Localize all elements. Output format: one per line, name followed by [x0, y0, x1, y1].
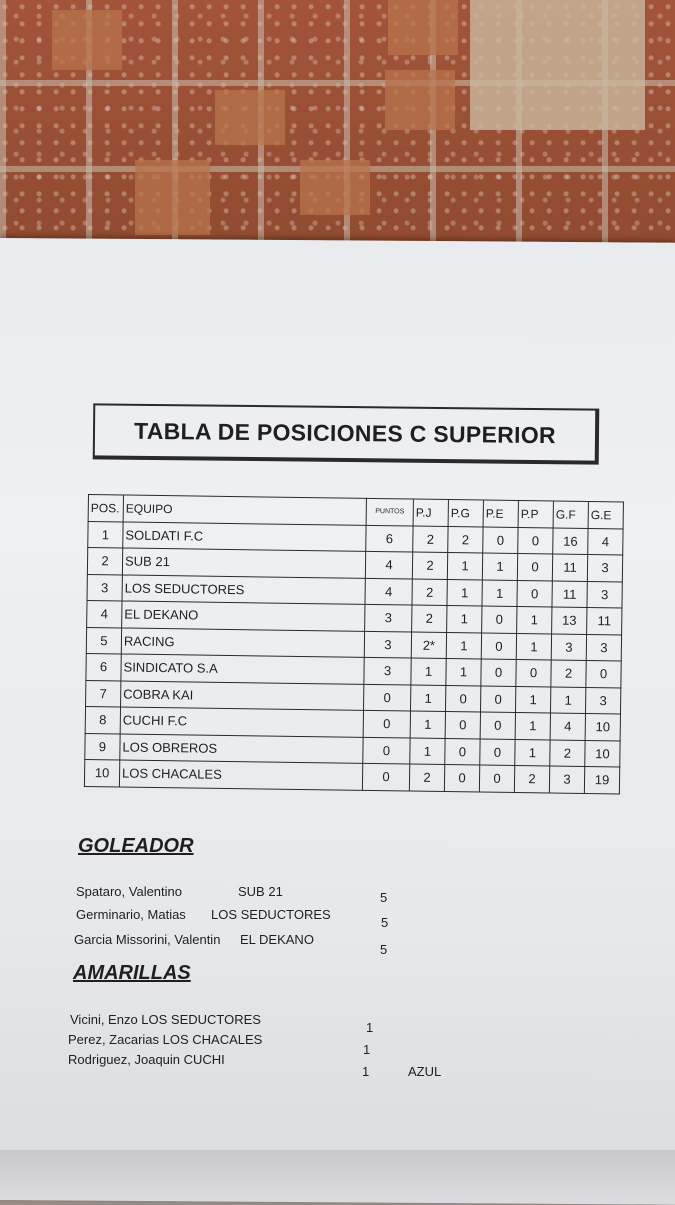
header-pj: P.J — [413, 499, 448, 526]
header-team: EQUIPO — [123, 495, 366, 525]
header-gf: G.F — [553, 501, 588, 528]
cell-gf: 2 — [551, 660, 586, 687]
player-name: Germinario, Matias — [76, 907, 186, 922]
cell-gf: 13 — [552, 607, 587, 634]
cell-ge: 11 — [587, 607, 622, 634]
cell-pj: 1 — [410, 711, 445, 738]
cell-points: 0 — [364, 684, 411, 711]
cell-ge: 10 — [585, 713, 620, 740]
cell-pg: 0 — [445, 738, 480, 765]
cell-points: 3 — [364, 631, 411, 658]
cell-pj: 2 — [413, 526, 448, 553]
header-ge: G.E — [588, 501, 623, 528]
cell-pe: 0 — [480, 712, 515, 739]
tile — [470, 0, 645, 130]
cell-pos: 6 — [86, 653, 121, 680]
cell-gf: 11 — [552, 580, 587, 607]
cell-points: 0 — [363, 737, 410, 764]
cell-gf: 2 — [550, 739, 585, 766]
player-name: Spataro, Valentino — [76, 884, 182, 899]
cell-ge: 3 — [586, 634, 621, 661]
cell-pos: 9 — [85, 733, 120, 760]
cell-pe: 0 — [482, 606, 517, 633]
tile — [300, 160, 370, 215]
cell-pg: 1 — [447, 606, 482, 633]
player-team: SUB 21 — [238, 884, 283, 899]
cell-ge: 19 — [584, 766, 619, 793]
card-player: Rodriguez, Joaquin CUCHI — [68, 1052, 225, 1067]
tile — [385, 70, 455, 130]
cell-pp: 0 — [517, 554, 552, 581]
header-pe: P.E — [483, 500, 518, 527]
cell-team: SINDICATO S.A — [121, 654, 364, 684]
cell-pe: 0 — [483, 527, 518, 554]
tile — [215, 90, 285, 145]
cell-gf: 3 — [551, 633, 586, 660]
header-pg: P.G — [448, 500, 483, 527]
cell-pj: 2 — [412, 552, 447, 579]
header-pp: P.P — [518, 501, 553, 528]
card-note: AZUL — [408, 1064, 442, 1079]
cell-points: 0 — [363, 710, 410, 737]
cell-pos: 10 — [84, 759, 119, 786]
cell-points: 4 — [365, 578, 412, 605]
cell-pj: 2 — [409, 764, 444, 791]
standings-table — [84, 494, 624, 794]
cell-pg: 1 — [447, 553, 482, 580]
cell-team: LOS CHACALES — [119, 760, 362, 790]
cell-pg: 2 — [448, 526, 483, 553]
cell-points: 4 — [365, 551, 412, 578]
cell-pp: 0 — [518, 527, 553, 554]
cell-pe: 0 — [481, 633, 516, 660]
cell-pg: 0 — [445, 685, 480, 712]
cell-pos: 1 — [88, 521, 123, 548]
cell-ge: 3 — [587, 554, 622, 581]
cell-pg: 1 — [446, 659, 481, 686]
cell-team: CUCHI F.C — [120, 707, 363, 737]
cell-pj: 1 — [411, 658, 446, 685]
cell-pj: 2 — [412, 605, 447, 632]
goal-count: 5 — [380, 890, 388, 905]
cell-pp: 1 — [515, 686, 550, 713]
cell-team: RACING — [121, 627, 364, 657]
cell-pos: 3 — [87, 574, 122, 601]
cell-pe: 1 — [482, 580, 517, 607]
title-box — [93, 403, 600, 464]
card-count: 1 — [363, 1042, 371, 1057]
cell-pp: 1 — [517, 607, 552, 634]
cell-pp: 0 — [517, 580, 552, 607]
card-player: Perez, Zacarias LOS CHACALES — [68, 1032, 263, 1047]
goal-count: 5 — [381, 915, 389, 930]
cell-gf: 16 — [553, 527, 588, 554]
cell-pj: 1 — [410, 738, 445, 765]
cell-pe: 0 — [481, 659, 516, 686]
cell-pp: 1 — [515, 712, 550, 739]
cell-team: LOS OBREROS — [120, 733, 363, 763]
player-name: Garcia Missorini, Valentin — [74, 932, 221, 947]
cell-pos: 7 — [86, 680, 121, 707]
cell-pj: 2 — [412, 579, 447, 606]
cell-ge: 3 — [585, 687, 620, 714]
cell-team: SOLDATI F.C — [123, 521, 366, 551]
cell-pg: 0 — [444, 765, 479, 792]
cell-gf: 4 — [550, 713, 585, 740]
cell-points: 0 — [362, 763, 409, 790]
cell-gf: 1 — [550, 686, 585, 713]
cell-pe: 0 — [479, 765, 514, 792]
cell-team: EL DEKANO — [122, 601, 365, 631]
cell-team: COBRA KAI — [121, 680, 364, 710]
cell-pe: 1 — [482, 553, 517, 580]
cell-ge: 10 — [585, 740, 620, 767]
cell-pg: 1 — [447, 579, 482, 606]
cell-pg: 0 — [445, 712, 480, 739]
tile — [52, 10, 122, 70]
cell-gf: 11 — [552, 554, 587, 581]
cell-pos: 5 — [86, 627, 121, 654]
header-pos: POS. — [88, 495, 123, 522]
cell-pe: 0 — [480, 686, 515, 713]
tile — [135, 160, 210, 235]
cell-pj: 2* — [411, 632, 446, 659]
player-team: EL DEKANO — [240, 932, 314, 947]
tile — [388, 0, 458, 55]
goal-count: 5 — [380, 942, 388, 957]
card-player: Vicini, Enzo LOS SEDUCTORES — [70, 1012, 261, 1027]
goleador-title: GOLEADOR — [78, 835, 194, 857]
player-team: LOS SEDUCTORES — [211, 907, 331, 922]
cell-pg: 1 — [446, 632, 481, 659]
cell-pos: 8 — [85, 706, 120, 733]
cell-pp: 0 — [516, 659, 551, 686]
table-surface — [0, 1150, 675, 1200]
cell-points: 6 — [366, 525, 413, 552]
cell-team: SUB 21 — [122, 548, 365, 578]
cell-pe: 0 — [480, 738, 515, 765]
page-title: TABLA DE POSICIONES C SUPERIOR — [134, 417, 557, 448]
cell-pp: 1 — [516, 633, 551, 660]
card-count: 1 — [362, 1064, 370, 1079]
tiled-wall — [0, 0, 675, 270]
cell-pp: 2 — [514, 765, 549, 792]
cell-points: 3 — [364, 657, 411, 684]
cell-pos: 2 — [87, 548, 122, 575]
cell-pos: 4 — [87, 600, 122, 627]
card-count: 1 — [366, 1020, 374, 1035]
cell-ge: 0 — [586, 660, 621, 687]
amarillas-title: AMARILLAS — [73, 962, 191, 984]
cell-gf: 3 — [549, 766, 584, 793]
cell-ge: 4 — [588, 528, 623, 555]
cell-team: LOS SEDUCTORES — [122, 574, 365, 604]
cell-points: 3 — [365, 604, 412, 631]
cell-pp: 1 — [515, 739, 550, 766]
cell-ge: 3 — [587, 581, 622, 608]
cell-pj: 1 — [411, 685, 446, 712]
header-points: PUNTOS — [366, 498, 413, 525]
